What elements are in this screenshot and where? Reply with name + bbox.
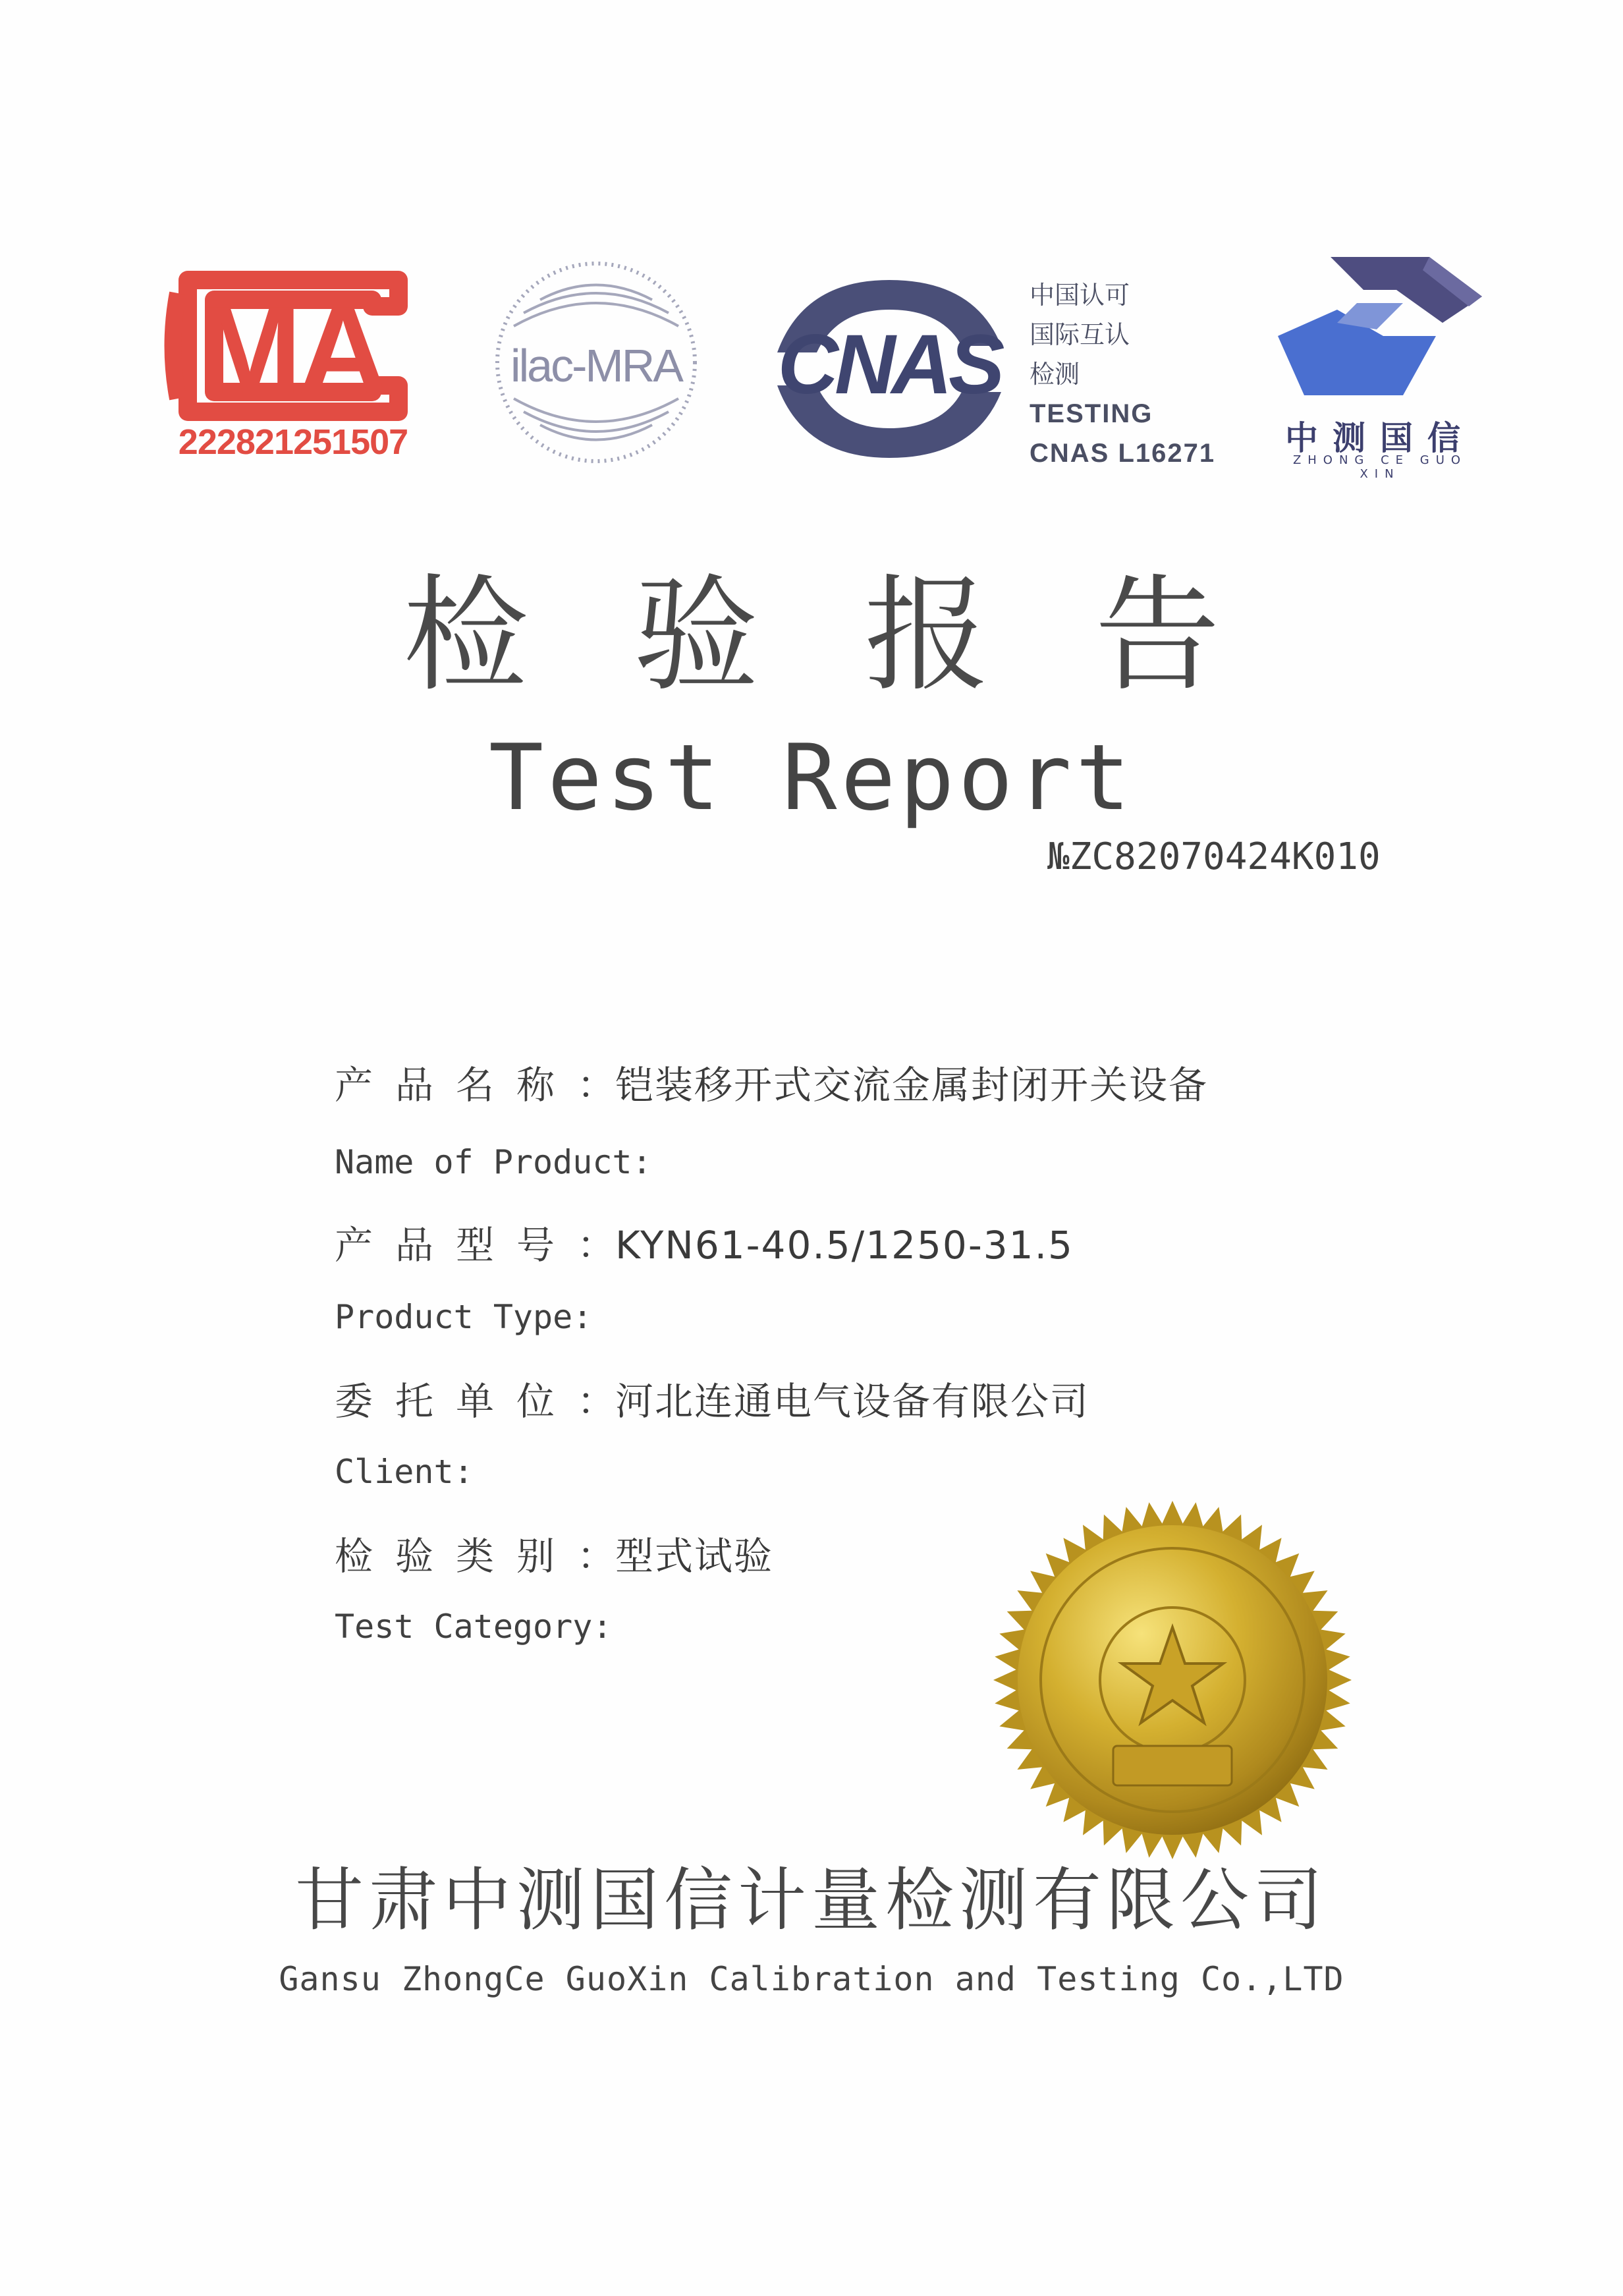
- company-name-cn: 甘肃中测国信计量检测有限公司: [294, 1860, 1328, 1940]
- cnas-line-2: 国际互认: [1030, 320, 1130, 349]
- cnas-line-3: 检测: [1030, 360, 1080, 389]
- field-value: 河北连通电气设备有限公司: [615, 1379, 1090, 1424]
- field-label-cn: 产品型号: [335, 1223, 578, 1268]
- cma-letters: MA: [198, 281, 385, 420]
- field-label-en: Name of Product:: [335, 1143, 652, 1181]
- field-value: 铠装移开式交流金属封闭开关设备: [615, 1063, 1209, 1107]
- gold-seal: [988, 1496, 1357, 1864]
- cnas-line-5: CNAS L16271: [1030, 439, 1216, 468]
- field-label-cn: 产品名称: [335, 1063, 578, 1107]
- field-test-category: 检验类别：型式试验: [335, 1534, 774, 1579]
- company-name-en: Gansu ZhongCe GuoXin Calibration and Testing Co.,LTD: [279, 1960, 1344, 1998]
- ilac-mra-logo: [487, 254, 705, 471]
- cnas-line-4: TESTING: [1030, 399, 1153, 428]
- field-label-en: Test Category:: [335, 1608, 613, 1646]
- field-value: KYN61-40.5/1250-31.5: [615, 1223, 1074, 1268]
- cma-logo: [148, 254, 438, 471]
- cma-number: 222821251507: [178, 422, 408, 462]
- cnas-side-text: [1030, 275, 1247, 473]
- zhongce-name-cn: 中测国信: [1285, 419, 1475, 457]
- cnas-line-1: 中国认可: [1030, 281, 1130, 310]
- title-cn: 检验报告: [402, 563, 1325, 708]
- field-product-type: 产品型号：KYN61-40.5/1250-31.5: [335, 1223, 1074, 1268]
- zhongce-emblem-icon: [1278, 257, 1482, 395]
- field-label-cn: 检验类别: [335, 1534, 578, 1579]
- field-label-en: Product Type:: [335, 1298, 593, 1336]
- field-product-name: 产品名称：铠装移开式交流金属封闭开关设备: [335, 1063, 1209, 1107]
- cnas-word: CNAS: [777, 318, 1001, 412]
- field-label-cn: 委托单位: [335, 1379, 578, 1424]
- gold-seal-star-icon: [988, 1496, 1357, 1864]
- field-label-en: Client:: [335, 1453, 474, 1491]
- zhongce-name-en: ZHONG CE GUO XIN: [1292, 453, 1468, 481]
- field-value: 型式试验: [615, 1534, 774, 1579]
- zhongce-logo: [1271, 257, 1489, 481]
- cnas-logo: [764, 273, 1014, 464]
- report-number: №ZC82070424K010: [1047, 835, 1381, 878]
- title-en: Test Report: [489, 725, 1134, 831]
- ilac-text: ilac-MRA: [510, 340, 682, 391]
- field-client: 委托单位：河北连通电气设备有限公司: [335, 1379, 1090, 1424]
